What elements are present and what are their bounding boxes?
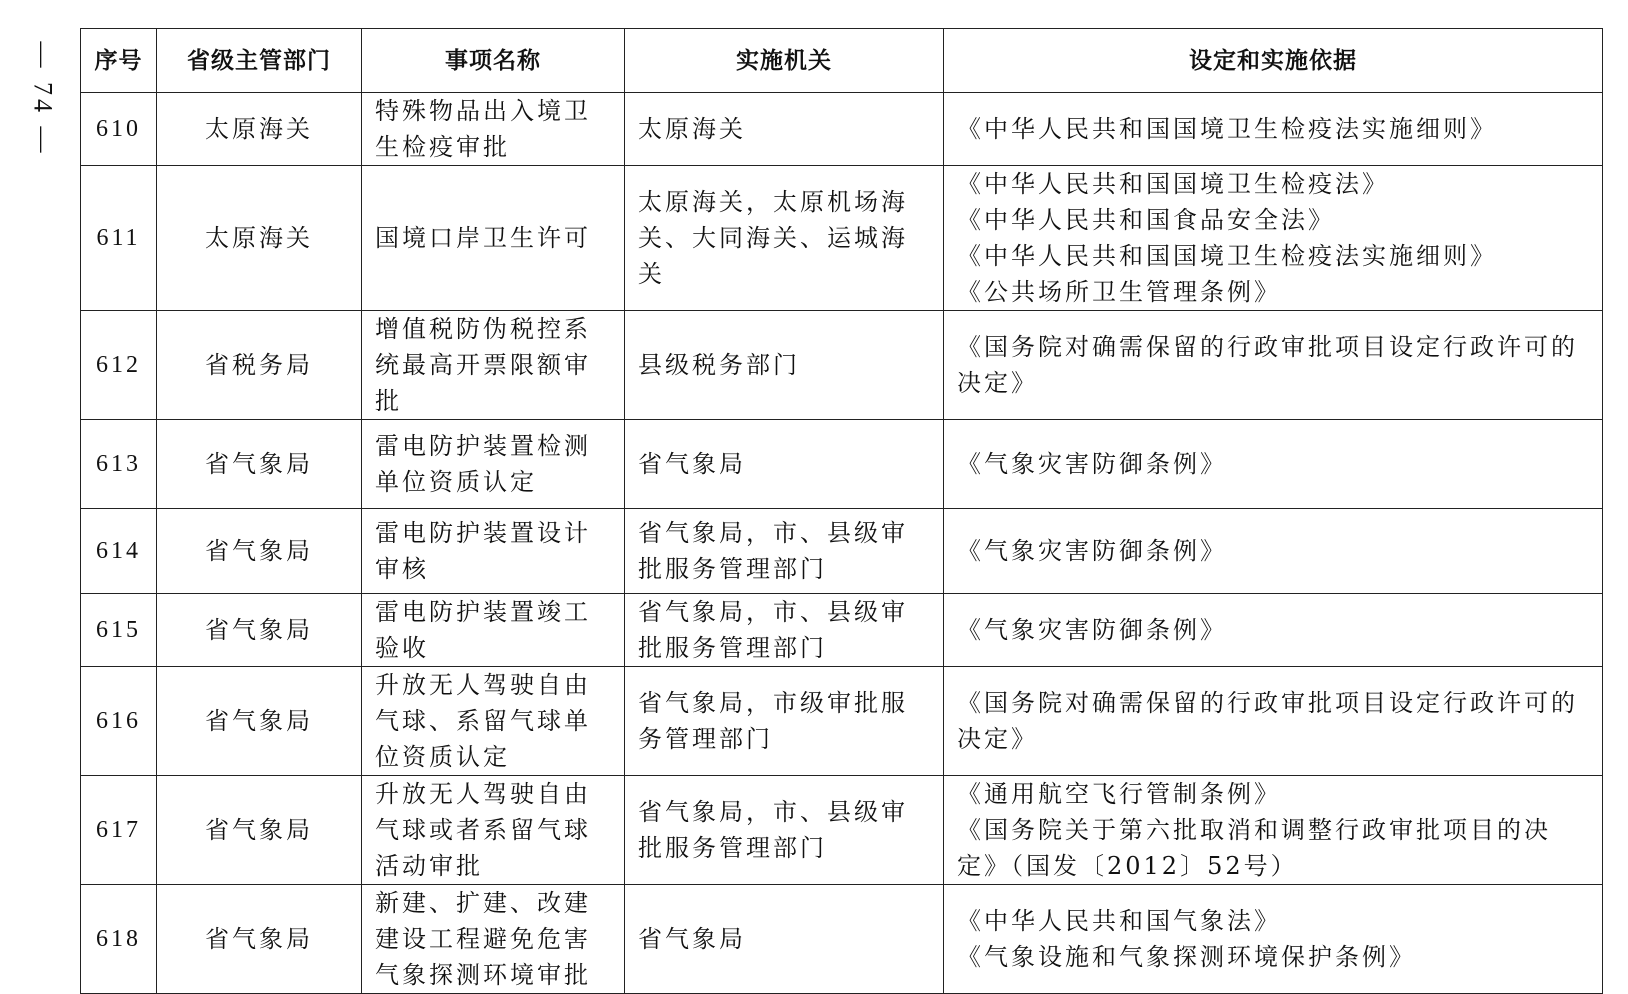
cell-basis <box>944 594 1603 667</box>
basis-line: 《国务院对确需保留的行政审批项目设定行政许可的决定》 <box>957 333 1578 397</box>
basis-line: 《中华人民共和国食品安全法》 <box>957 206 1335 234</box>
basis-line: 《中华人民共和国国境卫生检疫法》 <box>957 170 1389 198</box>
table-row <box>81 594 1603 667</box>
cell-serial: 612 <box>81 311 157 420</box>
basis-line: 《中华人民共和国国境卫生检疫法实施细则》 <box>957 242 1497 270</box>
cell-serial: 614 <box>81 509 157 594</box>
cell-serial: 613 <box>81 420 157 509</box>
cell-agency: 省气象局 <box>625 420 944 509</box>
cell-item-name: 新建、扩建、改建建设工程避免危害气象探测环境审批 <box>362 885 625 994</box>
cell-serial: 618 <box>81 885 157 994</box>
basis-line: 《气象灾害防御条例》 <box>957 450 1227 478</box>
basis-line: 《国务院关于第六批取消和调整行政审批项目的决定》（国发〔2012〕52号） <box>957 816 1551 880</box>
cell-basis <box>944 667 1603 776</box>
cell-department: 省气象局 <box>157 885 362 994</box>
cell-basis <box>944 93 1603 166</box>
basis-line: 《气象设施和气象探测环境保护条例》 <box>957 943 1416 971</box>
cell-serial: 610 <box>81 93 157 166</box>
cell-agency: 省气象局，市级审批服务管理部门 <box>625 667 944 776</box>
header-implementing-agency: 实施机关 <box>625 29 944 93</box>
cell-agency: 省气象局 <box>625 885 944 994</box>
cell-item-name: 国境口岸卫生许可 <box>362 166 625 311</box>
cell-agency: 县级税务部门 <box>625 311 944 420</box>
page-number <box>22 34 62 164</box>
cell-agency: 省气象局，市、县级审批服务管理部门 <box>625 509 944 594</box>
basis-line: 《气象灾害防御条例》 <box>957 616 1227 644</box>
header-item-name: 事项名称 <box>362 29 625 93</box>
cell-item-name: 特殊物品出入境卫生检疫审批 <box>362 93 625 166</box>
cell-item-name: 增值税防伪税控系统最高开票限额审批 <box>362 311 625 420</box>
cell-basis <box>944 166 1603 311</box>
cell-basis <box>944 509 1603 594</box>
cell-serial: 616 <box>81 667 157 776</box>
table-row <box>81 885 1603 994</box>
basis-line: 《公共场所卫生管理条例》 <box>957 278 1281 306</box>
table-row <box>81 311 1603 420</box>
cell-basis <box>944 885 1603 994</box>
approval-items-table <box>80 28 1603 994</box>
cell-agency: 省气象局，市、县级审批服务管理部门 <box>625 776 944 885</box>
cell-department: 太原海关 <box>157 93 362 166</box>
table-row <box>81 93 1603 166</box>
cell-serial: 617 <box>81 776 157 885</box>
cell-agency: 太原海关 <box>625 93 944 166</box>
header-serial: 序号 <box>81 29 157 93</box>
cell-basis <box>944 311 1603 420</box>
cell-item-name: 升放无人驾驶自由气球、系留气球单位资质认定 <box>362 667 625 776</box>
basis-line: 《中华人民共和国国境卫生检疫法实施细则》 <box>957 115 1497 143</box>
table-row <box>81 420 1603 509</box>
header-provincial-department: 省级主管部门 <box>157 29 362 93</box>
table-row <box>81 509 1603 594</box>
basis-line: 《中华人民共和国气象法》 <box>957 907 1281 935</box>
basis-line: 《气象灾害防御条例》 <box>957 537 1227 565</box>
page-number-text: — 74 — <box>28 41 57 157</box>
cell-item-name: 雷电防护装置检测单位资质认定 <box>362 420 625 509</box>
cell-serial: 611 <box>81 166 157 311</box>
cell-agency: 省气象局，市、县级审批服务管理部门 <box>625 594 944 667</box>
cell-basis <box>944 420 1603 509</box>
table-row <box>81 667 1603 776</box>
cell-item-name: 雷电防护装置设计审核 <box>362 509 625 594</box>
cell-department: 省气象局 <box>157 420 362 509</box>
cell-agency: 太原海关，太原机场海关、大同海关、运城海关 <box>625 166 944 311</box>
cell-department: 省税务局 <box>157 311 362 420</box>
cell-department: 省气象局 <box>157 509 362 594</box>
basis-line: 《国务院对确需保留的行政审批项目设定行政许可的决定》 <box>957 689 1578 753</box>
cell-serial: 615 <box>81 594 157 667</box>
cell-item-name: 升放无人驾驶自由气球或者系留气球活动审批 <box>362 776 625 885</box>
cell-basis <box>944 776 1603 885</box>
cell-department: 省气象局 <box>157 594 362 667</box>
table-row <box>81 166 1603 311</box>
cell-department: 省气象局 <box>157 667 362 776</box>
basis-line: 《通用航空飞行管制条例》 <box>957 780 1281 808</box>
cell-department: 省气象局 <box>157 776 362 885</box>
table-header-row <box>81 29 1603 93</box>
header-legal-basis: 设定和实施依据 <box>944 29 1603 93</box>
cell-item-name: 雷电防护装置竣工验收 <box>362 594 625 667</box>
cell-department: 太原海关 <box>157 166 362 311</box>
table-row <box>81 776 1603 885</box>
